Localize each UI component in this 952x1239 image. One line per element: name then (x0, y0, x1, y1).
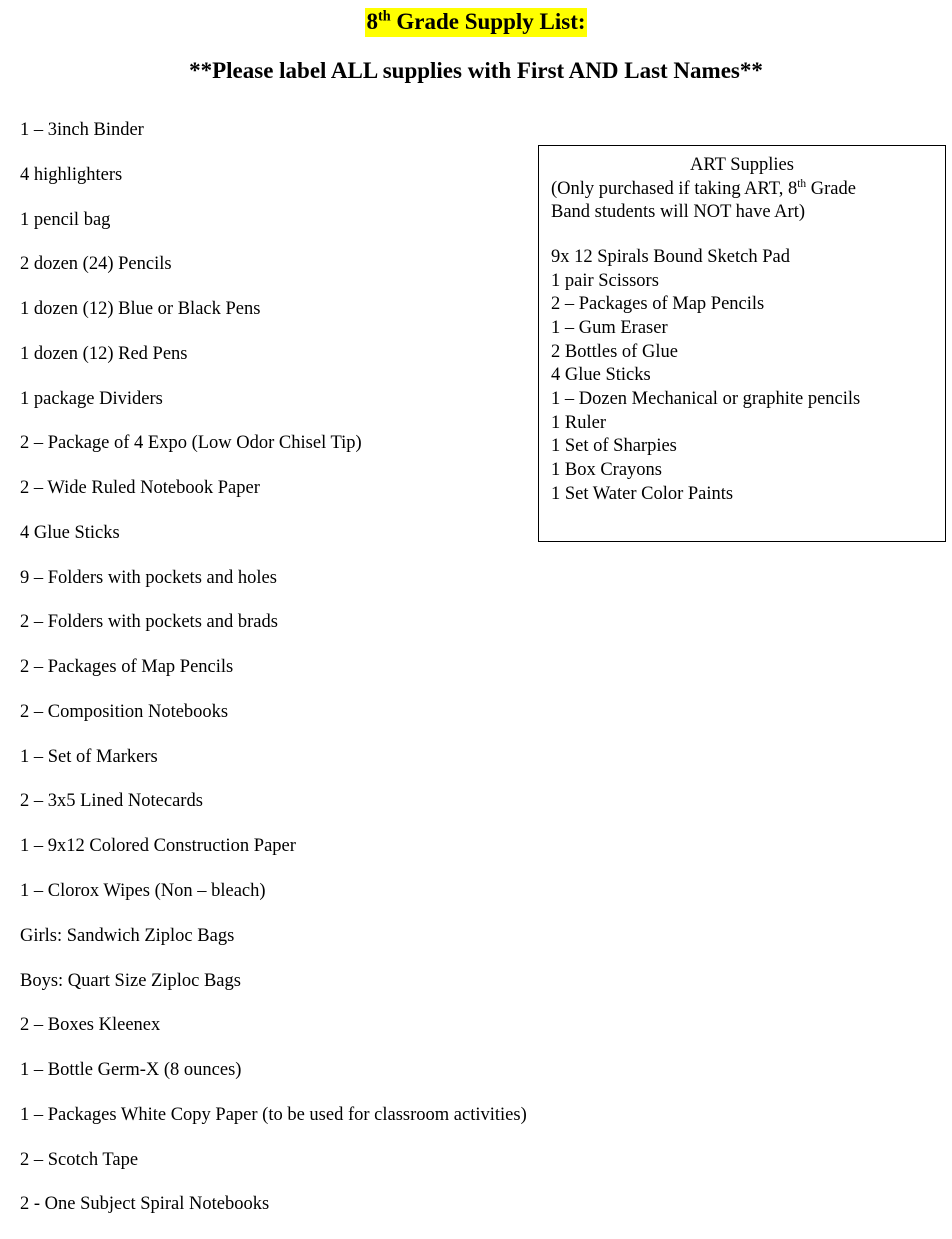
supply-list-item: 1 – Packages White Copy Paper (to be used for classroom activities) (20, 1104, 527, 1125)
supply-list-item: 1 – Bottle Germ-X (8 ounces) (20, 1060, 242, 1081)
supply-list-item: 1 – Clorox Wipes (Non – bleach) (20, 881, 266, 902)
supply-list-item: 2 – Folders with pockets and brads (20, 612, 278, 633)
supply-list-item: 9 – Folders with pockets and holes (20, 567, 277, 588)
title-prefix: 8 (366, 9, 378, 34)
art-supplies-box (538, 145, 946, 542)
supply-list-item: 2 - One Subject Spiral Notebooks (20, 1194, 270, 1215)
supply-list-item: 4 Glue Sticks (20, 522, 120, 543)
supply-list-item: 2 – Package of 4 Expo (Low Odor Chisel Tip) (20, 433, 362, 454)
art-supplies-item: 1 – Dozen Mechanical or graphite pencils (551, 389, 861, 410)
document-page (0, 8, 952, 1215)
supply-list-item: 2 dozen (24) Pencils (20, 254, 172, 275)
art-supplies-item: 1 Set of Sharpies (551, 436, 677, 457)
supply-list-item: 1 – 9x12 Colored Construction Paper (20, 836, 296, 857)
supply-list (20, 120, 527, 1239)
art-supplies-note (551, 178, 933, 225)
page-subtitle: **Please label ALL supplies with First AND Last Names** (189, 57, 763, 83)
supply-list-item: 2 – 3x5 Lined Notecards (20, 791, 203, 812)
art-supplies-item: 2 Bottles of Glue (551, 341, 678, 362)
art-note-superscript: th (797, 177, 807, 190)
art-supplies-item: 2 – Packages of Map Pencils (551, 294, 765, 315)
title-row (0, 8, 952, 37)
supply-list-item: 1 package Dividers (20, 388, 163, 409)
subtitle-row (0, 57, 952, 85)
supply-list-item: 1 dozen (12) Blue or Black Pens (20, 299, 261, 320)
art-supplies-item: 1 pair Scissors (551, 270, 659, 291)
supply-list-item: 1 pencil bag (20, 209, 111, 230)
supply-list-item: 2 – Wide Ruled Notebook Paper (20, 478, 260, 499)
art-supplies-heading: ART Supplies (690, 155, 794, 175)
art-supplies-item: 1 Ruler (551, 412, 606, 433)
supply-list-item: 1 dozen (12) Red Pens (20, 343, 188, 364)
art-supplies-list (551, 246, 933, 506)
supply-list-item: Girls: Sandwich Ziploc Bags (20, 925, 235, 946)
supply-list-item: 2 – Scotch Tape (20, 1149, 139, 1170)
art-note-line2: Band students will NOT have Art) (551, 202, 806, 223)
art-note-line1-end: Grade (806, 178, 856, 199)
art-supplies-item: 1 Set Water Color Paints (551, 483, 734, 504)
art-supplies-item: 9x 12 Spirals Bound Sketch Pad (551, 247, 790, 268)
supply-list-item: 4 highlighters (20, 164, 123, 185)
supply-list-item: 1 – Set of Markers (20, 746, 158, 767)
title-rest: Grade Supply List: (390, 9, 586, 34)
art-supplies-item: 1 Box Crayons (551, 460, 662, 481)
title-superscript: th (377, 8, 391, 25)
supply-list-item: 2 – Composition Notebooks (20, 701, 229, 722)
supply-list-item: 1 – 3inch Binder (20, 120, 144, 140)
art-supplies-item: 4 Glue Sticks (551, 365, 651, 386)
page-title (365, 8, 586, 37)
supply-list-item: 2 – Boxes Kleenex (20, 1015, 161, 1036)
art-note-line1: (Only purchased if taking ART, 8 (551, 178, 798, 199)
supply-list-item: Boys: Quart Size Ziploc Bags (20, 970, 241, 991)
art-supplies-item: 1 – Gum Eraser (551, 318, 668, 339)
supply-list-item: 2 – Packages of Map Pencils (20, 657, 234, 678)
